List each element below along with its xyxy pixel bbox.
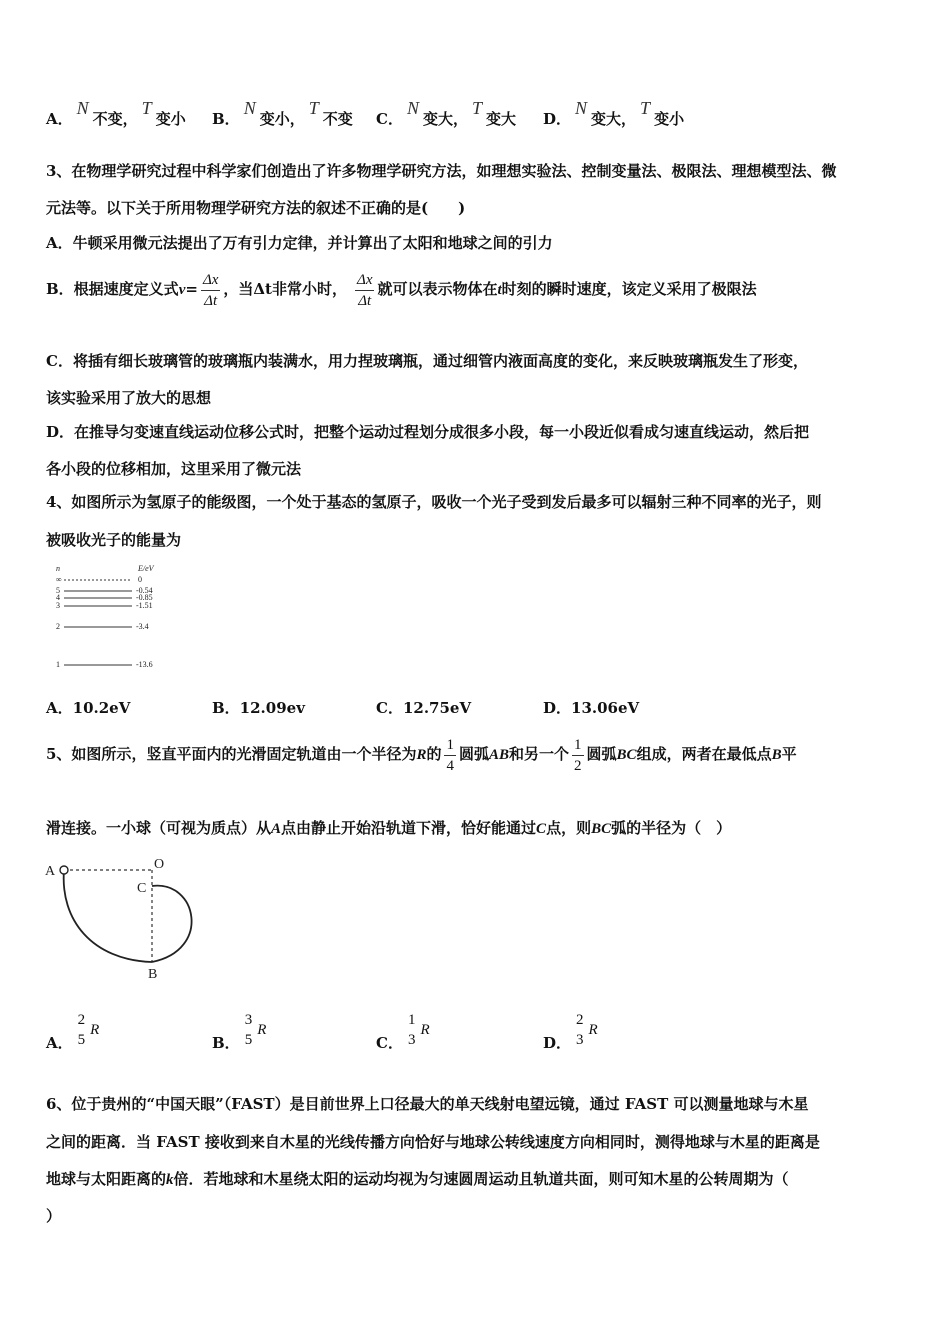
- option-text: 不变: [322, 110, 353, 128]
- label-b: B: [148, 967, 158, 982]
- fraction-denominator: Δt: [204, 292, 218, 309]
- stem-text: 地球与太阳距离的: [46, 1170, 167, 1188]
- option-text: 变小: [654, 110, 685, 128]
- level-n: 1: [56, 660, 60, 669]
- point-c-symbol: C: [536, 821, 547, 837]
- option-text: 变小，: [259, 110, 305, 128]
- arc-ab-symbol: AB: [489, 747, 510, 763]
- q3-option-d-line1[interactable]: D．在推导匀变速直线运动位移公式时，把整个运动过程划分成很多小段，每一小段近似看成匀速直线运动，然后把: [46, 423, 810, 441]
- symbol-n: N: [76, 98, 89, 118]
- q5-option-b[interactable]: [212, 1010, 266, 1050]
- fraction-denominator: 2: [574, 757, 582, 774]
- q5-option-c[interactable]: [376, 1010, 430, 1050]
- symbol-t: T: [308, 98, 319, 118]
- point-a-symbol: A: [271, 821, 282, 837]
- q3-stem-line1: 3、在物理学研究过程中科学家们创造出了许多物理学研究方法，如理想实验法、控制变量法、极限法、理想模型法、微: [46, 162, 837, 180]
- n-header: n: [56, 564, 60, 573]
- symbol-n: N: [406, 98, 419, 118]
- q5-stem-line2: [46, 818, 731, 839]
- fraction: [406, 1010, 418, 1050]
- option-text: 时刻的瞬时速度，该定义采用了极限法: [501, 280, 757, 298]
- fraction-numerator: 1: [444, 735, 456, 756]
- q3-option-c-line2: 该实验采用了放大的思想: [46, 389, 212, 407]
- level-energy: -3.4: [136, 622, 149, 631]
- option-text: 变大: [486, 110, 517, 128]
- fraction-denominator: Δt: [358, 292, 372, 309]
- option-label: A．: [46, 1034, 73, 1052]
- stem-text: 弧的半径为（ ）: [611, 819, 732, 837]
- level-energy: -1.51: [136, 601, 153, 610]
- fraction-denominator: 5: [244, 1032, 253, 1048]
- fraction-numerator: 2: [576, 1012, 584, 1028]
- time-symbol: t: [497, 282, 502, 298]
- label-c: C: [137, 881, 147, 896]
- fraction-numerator: 1: [572, 735, 584, 756]
- fraction-denominator: 3: [407, 1032, 416, 1048]
- option-label: B．: [212, 1034, 240, 1052]
- q6-stem-line1: 6、位于贵州的“中国天眼”（FAST）是目前世界上口径最大的单天线射电望远镜，通过 FAST 可以测量地球与木星: [46, 1095, 809, 1113]
- option-text: ，当: [223, 280, 254, 298]
- label-a: A: [45, 864, 56, 879]
- symbol-t: T: [141, 98, 152, 118]
- ball-icon: [60, 866, 68, 874]
- stem-text: 和另一个: [509, 745, 570, 763]
- point-b-symbol: B: [771, 747, 782, 763]
- fraction-denominator: 4: [446, 757, 454, 774]
- stem-text: 圆弧: [458, 745, 489, 763]
- symbol-t: T: [640, 98, 651, 118]
- option-text: 非常小时，: [272, 280, 348, 298]
- q4-stem-line2: 被吸收光子的能量为: [46, 531, 182, 549]
- q4-option-b[interactable]: B．12.09ev: [212, 699, 305, 717]
- fraction-numerator: 2: [77, 1012, 86, 1028]
- level-energy: -0.54: [136, 586, 153, 595]
- symbol-t: T: [471, 98, 482, 118]
- q3-option-c-line1[interactable]: C．将插有细长玻璃管的玻璃瓶内装满水，用力捏玻璃瓶，通过细管内液面高度的变化，来反映玻璃瓶发生了形变，: [46, 352, 808, 370]
- arc-bc-symbol: BC: [591, 821, 612, 837]
- radius-symbol: R: [90, 1022, 100, 1038]
- symbol-n: N: [575, 98, 588, 118]
- arc-bc-symbol: BC: [616, 747, 637, 763]
- option-label: A．: [46, 110, 73, 128]
- option-text: 变大，: [591, 110, 637, 128]
- option-label: D．: [543, 1034, 572, 1052]
- q3-option-b[interactable]: [46, 268, 757, 311]
- k-symbol: k: [166, 1172, 174, 1188]
- fraction-dx-dt: [201, 270, 220, 311]
- q2-option-a[interactable]: [46, 98, 186, 129]
- q4-stem-line1: 4、如图所示为氢原子的能级图，一个处于基态的氢原子，吸收一个光子受到发后最多可以辐射三种不同率的光子，则: [46, 493, 822, 511]
- equals-sign: =: [185, 280, 198, 298]
- level-energy: -0.85: [136, 593, 153, 602]
- stem-text: 点，则: [546, 819, 592, 837]
- radius-symbol: R: [420, 1022, 430, 1038]
- q6-stem-line2: 之间的距离．当 FAST 接收到来自木星的光线传播方向恰好与地球公转线速度方向相同时，测得地球与木星的距离是: [46, 1133, 820, 1151]
- stem-text: 5、如图所示，竖直平面内的光滑固定轨道由一个半径为: [46, 745, 417, 763]
- fraction-dx-dt: [355, 270, 374, 311]
- fraction-denominator: 3: [576, 1032, 584, 1048]
- stem-text: 滑连接。一小球（可视为质点）从: [46, 819, 272, 837]
- stem-text: 的: [426, 745, 442, 763]
- fraction-numerator: Δx: [355, 270, 374, 291]
- option-text: 不变，: [92, 110, 138, 128]
- label-o: O: [154, 857, 165, 872]
- level-n: 3: [56, 601, 60, 610]
- arc-bc: [152, 886, 192, 962]
- level-energy: -13.6: [136, 660, 153, 669]
- q3-option-d-line2: 各小段的位移相加，这里采用了微元法: [46, 460, 302, 478]
- q2-option-b[interactable]: [212, 98, 353, 129]
- stem-text: 点由静止开始沿轨道下滑，恰好能通过: [281, 819, 537, 837]
- option-label: B．: [212, 110, 240, 128]
- level-n: ∞: [56, 575, 62, 584]
- fraction-half: [572, 735, 584, 776]
- track-diagram: [42, 850, 202, 982]
- q5-option-d[interactable]: [543, 1010, 598, 1050]
- level-energy: 0: [138, 575, 142, 584]
- option-text: 就可以表示物体在: [377, 280, 498, 298]
- q2-option-c[interactable]: [376, 98, 517, 129]
- option-label: C．: [376, 110, 403, 128]
- radius-symbol: R: [588, 1022, 598, 1038]
- stem-text: 组成，两者在最低点: [636, 745, 772, 763]
- level-n: 2: [56, 622, 60, 631]
- fraction-denominator: 5: [77, 1032, 86, 1048]
- q6-stem-line3: [46, 1169, 789, 1190]
- option-text: 变小: [155, 110, 186, 128]
- q3-stem-line2: 元法等。以下关于所用物理学研究方法的叙述不正确的是( ): [46, 199, 466, 217]
- radius-symbol: R: [257, 1022, 267, 1038]
- stem-text: 圆弧: [586, 745, 617, 763]
- q2-option-d[interactable]: [543, 98, 685, 129]
- fraction-numerator: Δx: [201, 270, 220, 291]
- radius-symbol: R: [416, 747, 427, 763]
- q5-option-a[interactable]: [46, 1010, 99, 1050]
- stem-text: 平: [781, 745, 797, 763]
- fraction-numerator: 1: [407, 1012, 416, 1028]
- q6-stem-line4: ）: [46, 1207, 62, 1225]
- velocity-symbol: v: [178, 282, 186, 298]
- energy-level-diagram: [50, 562, 170, 674]
- option-label: D．: [543, 110, 572, 128]
- option-text: B．根据速度定义式: [46, 280, 179, 298]
- level-n: 4: [56, 593, 60, 602]
- option-label: C．: [376, 1034, 403, 1052]
- symbol-n: N: [243, 98, 256, 118]
- q4-option-a[interactable]: A．10.2eV: [46, 699, 131, 717]
- fraction: [76, 1010, 88, 1050]
- option-text: 变大，: [422, 110, 468, 128]
- level-n: 5: [56, 586, 60, 595]
- q5-stem-line1: [46, 733, 797, 776]
- fraction-numerator: 3: [244, 1012, 253, 1028]
- delta-t-symbol: Δt: [253, 280, 272, 298]
- fraction: [243, 1010, 255, 1050]
- q4-option-c[interactable]: C．12.75eV: [376, 699, 472, 717]
- q4-option-d[interactable]: D．13.06eV: [543, 699, 640, 717]
- q3-option-a[interactable]: A．牛顿采用微元法提出了万有引力定律，并计算出了太阳和地球之间的引力: [46, 234, 553, 252]
- stem-text: 倍．若地球和木星绕太阳的运动均视为匀速圆周运动且轨道共面，则可知木星的公转周期为（: [173, 1170, 789, 1188]
- e-header: E/eV: [138, 564, 154, 573]
- fraction: [574, 1010, 586, 1050]
- fraction-quarter: [444, 735, 456, 776]
